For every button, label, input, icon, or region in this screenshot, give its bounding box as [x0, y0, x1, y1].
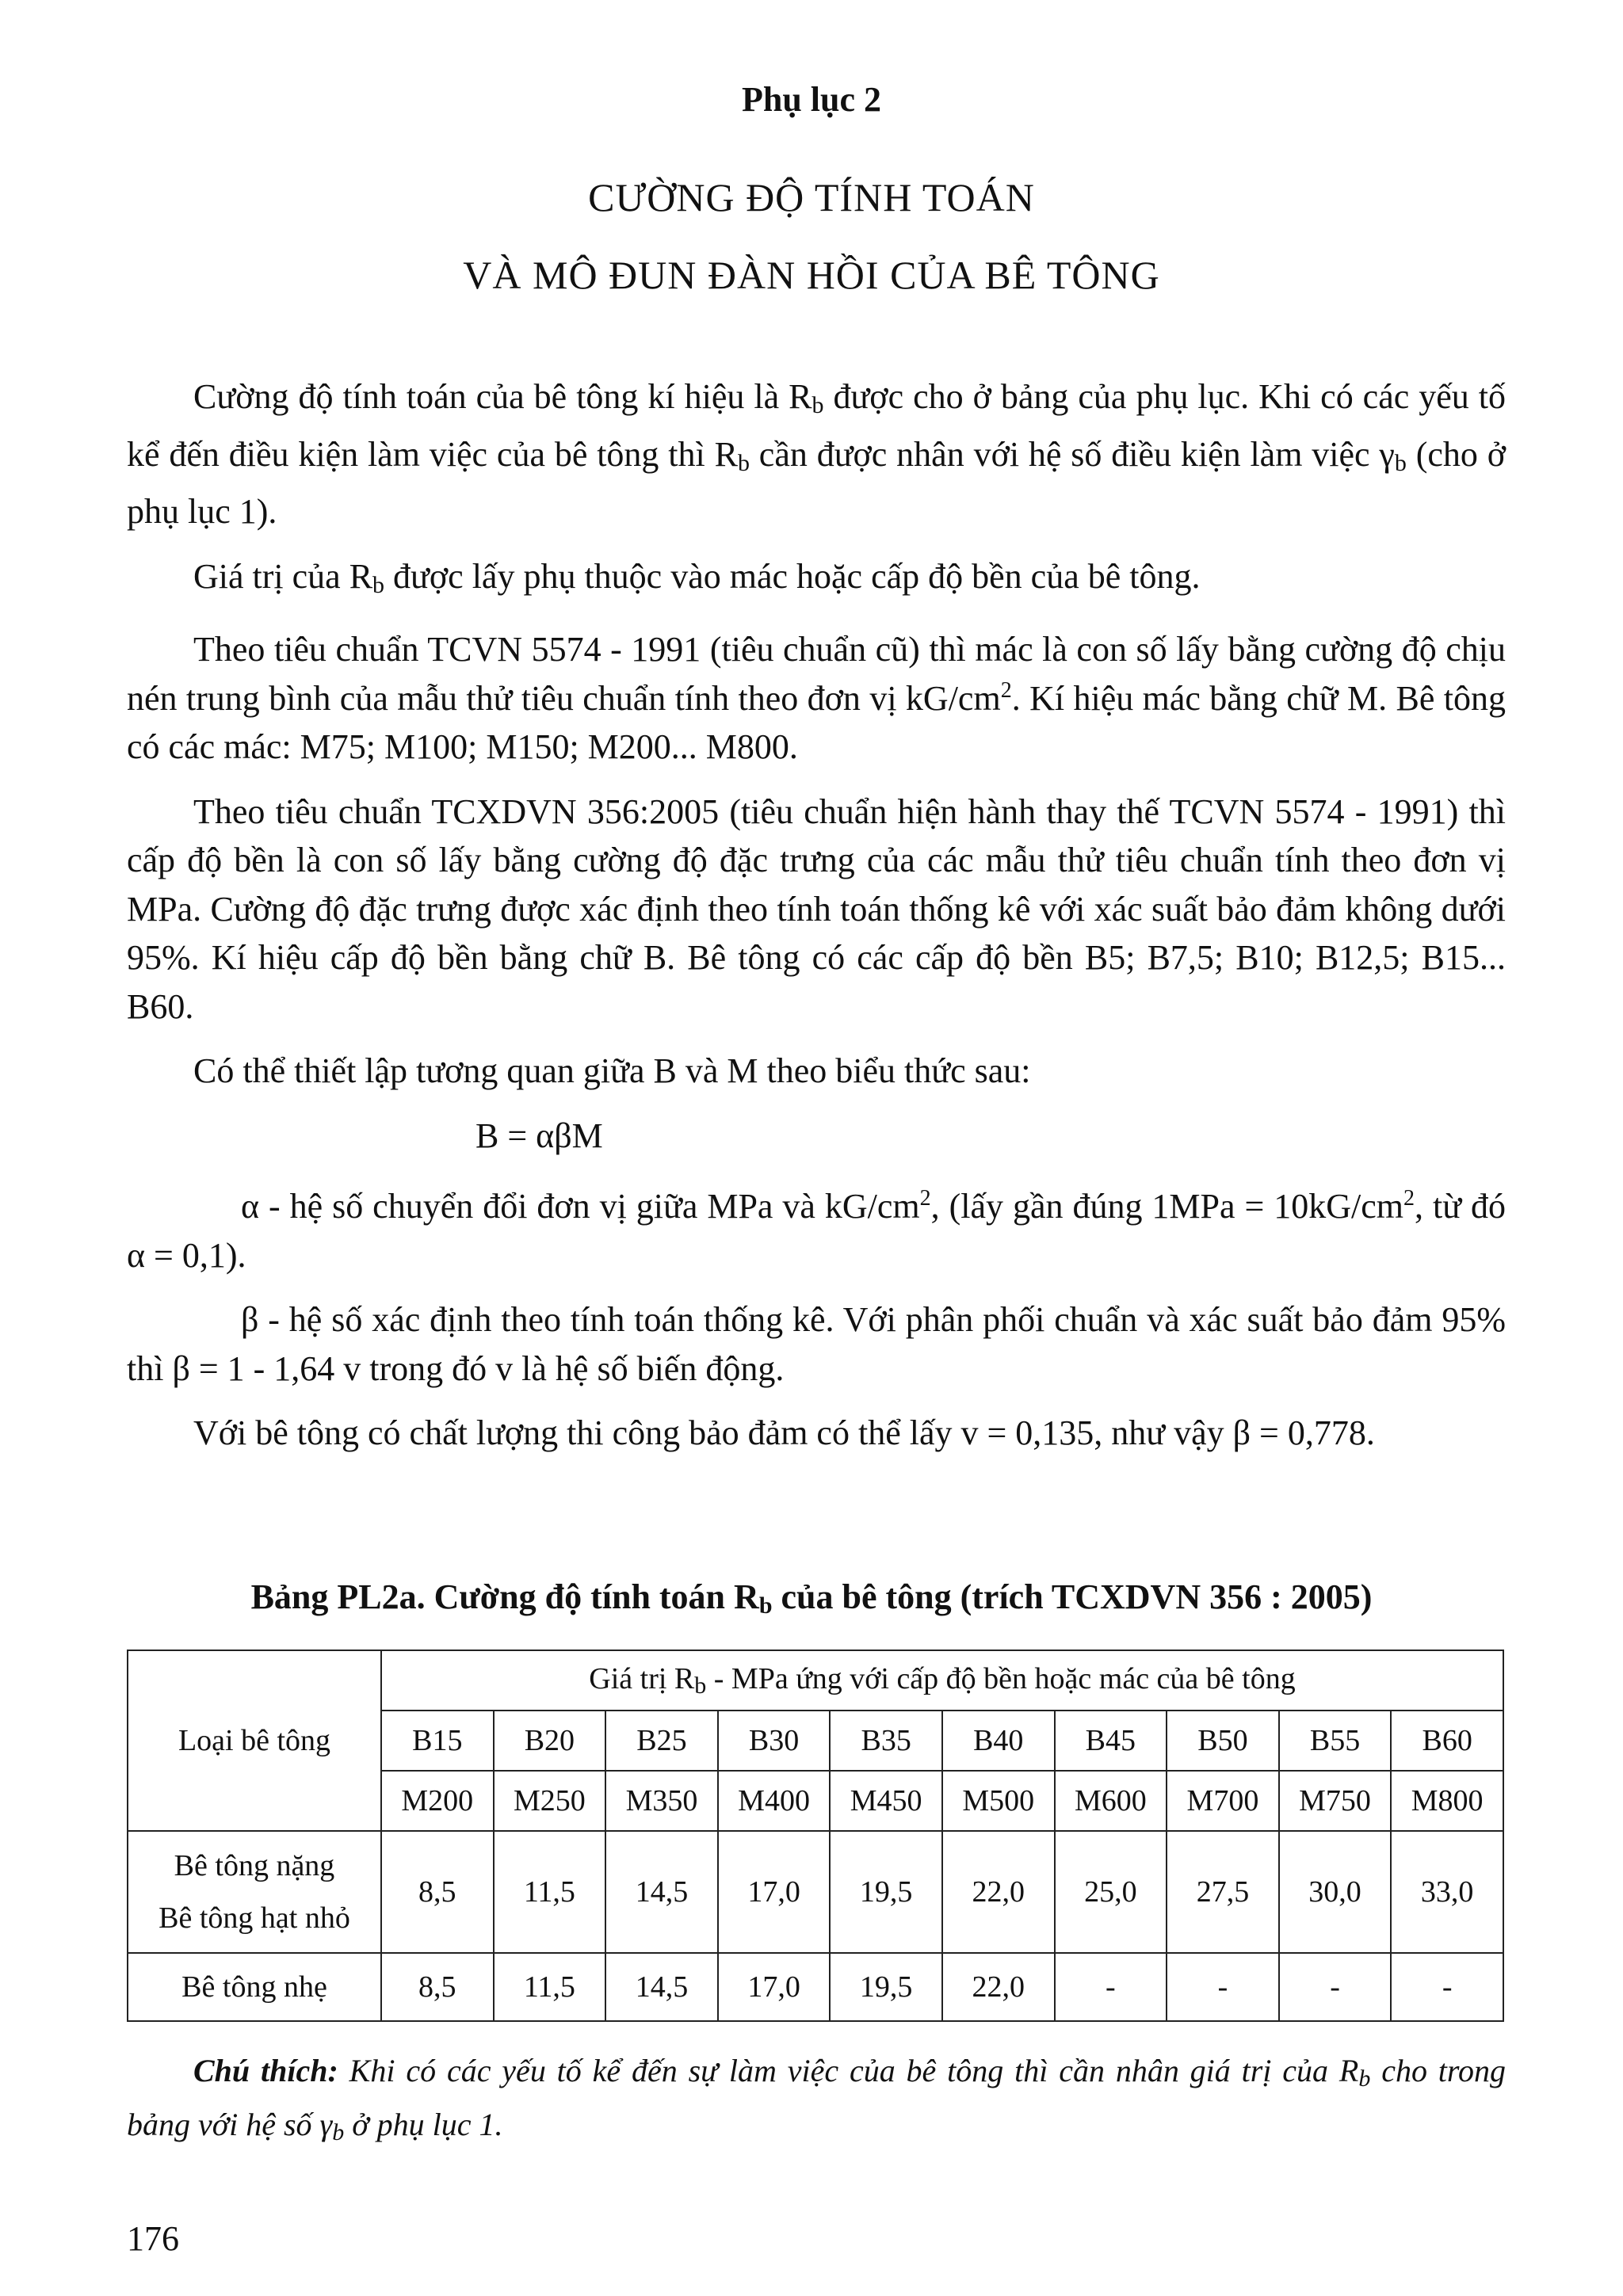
mark-cell: M500 — [942, 1771, 1055, 1831]
value-cell: 14,5 — [605, 1953, 718, 2021]
grade-cell: B25 — [605, 1711, 718, 1771]
title-line-1: CƯỜNG ĐỘ TÍNH TOÁN — [588, 175, 1035, 219]
grade-cell: B15 — [381, 1711, 494, 1771]
grade-cell: B50 — [1167, 1711, 1279, 1771]
value-cell: 17,0 — [718, 1953, 831, 2021]
value-cell: 11,5 — [494, 1953, 606, 2021]
mark-cell: M750 — [1279, 1771, 1392, 1831]
value-cell: - — [1167, 1953, 1279, 2021]
grade-cell: B55 — [1279, 1711, 1392, 1771]
page-title — [0, 158, 1623, 314]
paragraph-alpha: α - hệ số chuyển đổi đơn vị giữa MPa và $kG/cm^2$, (lấy gần đúng $1MPa = 10kG/cm^2$, từ đó α = 0,1). — [127, 1186, 1506, 1275]
value-cell: 8,5 — [381, 1831, 494, 1953]
mark-cell: M600 — [1055, 1771, 1167, 1831]
table-row — [128, 1953, 1503, 2021]
value-cell: 19,5 — [830, 1953, 942, 2021]
paragraph-3: Theo tiêu chuẩn TCVN 5574 - 1991 (tiêu chuẩn cũ) thì mác là con số lấy bằng cường độ chịu nén trung bình của mẫu thử tiêu chuẩn tính theo đơn vị $kG/cm^2$. Kí hiệu mác bằng chữ M. Bê tông có các mác: M75; M100; M150; M200... M800. — [127, 630, 1506, 766]
value-cell: 27,5 — [1167, 1831, 1279, 1953]
concrete-strength-table — [127, 1650, 1504, 2022]
value-cell: 33,0 — [1391, 1831, 1503, 1953]
grade-cell: B60 — [1391, 1711, 1503, 1771]
note-label: Chú thích: — [193, 2053, 338, 2088]
mark-cell: M350 — [605, 1771, 718, 1831]
row-label-heavy — [128, 1831, 381, 1953]
table-caption: Bảng PL2a. Cường độ tính toán $R_b$ của bê tông (trích TCXDVN 356 : 2005) — [250, 1577, 1373, 1619]
body-text — [127, 372, 1506, 1474]
paragraph-1: Cường độ tính toán của bê tông kí hiệu là $R_b$ được cho ở bảng của phụ lục. Khi có các yếu tố kể đến điều kiện làm việc của bê tông thì $R_b$ cần được nhân với hệ số điều kiện làm việc $\gamma_b$ (cho ở phụ lục 1). — [127, 377, 1507, 531]
table-row — [128, 1831, 1503, 1953]
group-header: Giá trị $R_b$ - MPa ứng với cấp độ bền hoặc mác của bê tông — [381, 1650, 1503, 1711]
value-cell: 22,0 — [942, 1831, 1055, 1953]
mark-cell: M400 — [718, 1771, 831, 1831]
grade-cell: B20 — [494, 1711, 606, 1771]
mark-cell: M250 — [494, 1771, 606, 1831]
title-line-2: VÀ MÔ ĐUN ĐÀN HỒI CỦA BÊ TÔNG — [463, 253, 1160, 297]
paragraph-conclusion: Với bê tông có chất lượng thi công bảo đảm có thể lấy v = 0,135, như vậy β = 0,778. — [193, 1413, 1375, 1452]
value-cell: 14,5 — [605, 1831, 718, 1953]
paragraph-5: Có thể thiết lập tương quan giữa B và M theo biểu thức sau: — [193, 1051, 1031, 1090]
formula: B = αβM — [475, 1116, 603, 1155]
row-label-light: Bê tông nhẹ — [128, 1953, 381, 2021]
mark-cell: M450 — [830, 1771, 942, 1831]
value-cell: 22,0 — [942, 1953, 1055, 2021]
value-cell: - — [1279, 1953, 1392, 2021]
row-label-heavy-line-2: Bê tông hạt nhỏ — [158, 1901, 350, 1935]
value-cell: 25,0 — [1055, 1831, 1167, 1953]
grade-cell: B30 — [718, 1711, 831, 1771]
paragraph-beta: β - hệ số xác định theo tính toán thống kê. Với phân phối chuẩn và xác suất bảo đảm 95% thì β = 1 - 1,64 v trong đó v là hệ số biến động. — [127, 1300, 1506, 1388]
grade-cell: B35 — [830, 1711, 942, 1771]
grade-cell: B45 — [1055, 1711, 1167, 1771]
grade-cell: B40 — [942, 1711, 1055, 1771]
value-cell: 8,5 — [381, 1953, 494, 2021]
value-cell: 17,0 — [718, 1831, 831, 1953]
page-number: 176 — [127, 2219, 179, 2258]
value-cell: 19,5 — [830, 1831, 942, 1953]
paragraph-2: Giá trị của $R_b$ được lấy phụ thuộc vào mác hoặc cấp độ bền của bê tông. — [193, 556, 1201, 598]
table-note: Chú thích: Khi có các yếu tố kể đến sự làm việc của bê tông thì cần nhân giá trị của $R_b$ cho trong bảng với hệ số $\gamma_b$ ở phụ lục 1. — [127, 2053, 1507, 2145]
table-header-row — [128, 1650, 1503, 1711]
type-header: Loại bê tông — [128, 1650, 381, 1831]
mark-cell: M200 — [381, 1771, 494, 1831]
mark-cell: M700 — [1167, 1771, 1279, 1831]
mark-cell: M800 — [1391, 1771, 1503, 1831]
appendix-label: Phụ lục 2 — [741, 80, 882, 119]
value-cell: 11,5 — [494, 1831, 606, 1953]
value-cell: 30,0 — [1279, 1831, 1392, 1953]
value-cell: - — [1055, 1953, 1167, 2021]
row-label-heavy-line-1: Bê tông nặng — [174, 1849, 335, 1882]
value-cell: - — [1391, 1953, 1503, 2021]
paragraph-4: Theo tiêu chuẩn TCXDVN 356:2005 (tiêu chuẩn hiện hành thay thế TCVN 5574 - 1991) thì cấp độ bền là con số lấy bằng cường độ đặc trưng của các mẫu thử tiêu chuẩn tính theo đơn vị MPa. Cường độ đặc trưng được xác định theo tính toán thống kê với xác suất bảo đảm không dưới 95%. Kí hiệu cấp độ bền bằng chữ B. Bê tông có các cấp độ bền B5; B7,5; B10; B12,5; B15... B60. — [127, 791, 1506, 1026]
